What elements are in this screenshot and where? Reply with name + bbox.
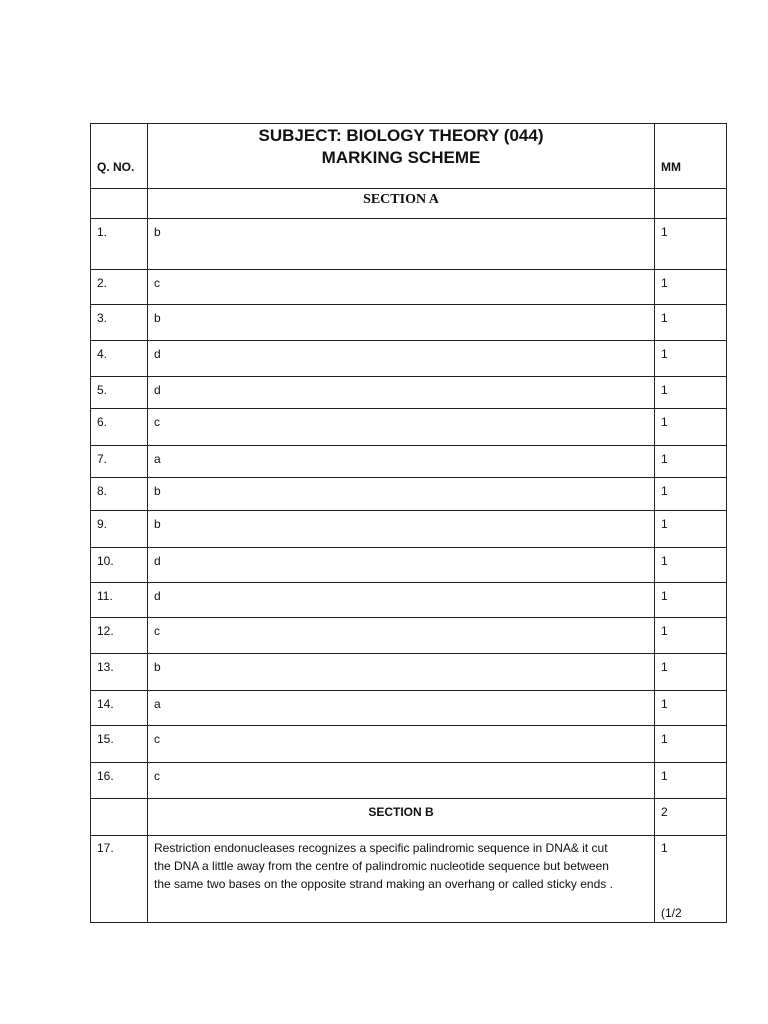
marks: 1 bbox=[655, 341, 727, 377]
marks: 1 bbox=[655, 691, 727, 726]
marks: 1 bbox=[655, 219, 727, 270]
answer-line: the same two bases on the opposite strand making an overhang or called sticky ends . bbox=[154, 877, 613, 891]
table-row bbox=[91, 654, 727, 691]
table-row bbox=[91, 478, 727, 511]
section-b-row bbox=[91, 799, 727, 836]
marks: 1 bbox=[655, 654, 727, 691]
table-row bbox=[91, 836, 727, 923]
marking-scheme-table bbox=[90, 123, 727, 923]
answer bbox=[148, 836, 655, 923]
question-number: 4. bbox=[91, 341, 148, 377]
answer: b bbox=[148, 511, 655, 548]
table-row bbox=[91, 583, 727, 618]
marks: 1 bbox=[655, 409, 727, 446]
section-b-title: SECTION B bbox=[148, 799, 655, 836]
table-row bbox=[91, 219, 727, 270]
question-number: 12. bbox=[91, 618, 148, 654]
table-row bbox=[91, 341, 727, 377]
table-row bbox=[91, 618, 727, 654]
section-b-marks: 2 bbox=[655, 799, 727, 836]
answer: c bbox=[148, 270, 655, 305]
answer: c bbox=[148, 726, 655, 763]
marks: 1 bbox=[655, 511, 727, 548]
answer: d bbox=[148, 548, 655, 583]
table-row bbox=[91, 270, 727, 305]
table-row bbox=[91, 377, 727, 409]
marks-split: (1/2 bbox=[661, 906, 682, 920]
answer: a bbox=[148, 691, 655, 726]
title-cell bbox=[148, 124, 655, 189]
answer: d bbox=[148, 341, 655, 377]
qno-header: Q. NO. bbox=[91, 124, 148, 189]
subject-title: SUBJECT: BIOLOGY THEORY (044) bbox=[258, 126, 544, 145]
marks: 1 bbox=[655, 726, 727, 763]
table-row bbox=[91, 763, 727, 799]
answer: c bbox=[148, 763, 655, 799]
question-number: 6. bbox=[91, 409, 148, 446]
marks: 1 bbox=[655, 377, 727, 409]
table-row bbox=[91, 305, 727, 341]
answer: b bbox=[148, 305, 655, 341]
question-number: 8. bbox=[91, 478, 148, 511]
question-number: 10. bbox=[91, 548, 148, 583]
question-number: 3. bbox=[91, 305, 148, 341]
answer: b bbox=[148, 478, 655, 511]
table-row bbox=[91, 409, 727, 446]
answer: a bbox=[148, 446, 655, 478]
question-number: 17. bbox=[91, 836, 148, 923]
question-number: 7. bbox=[91, 446, 148, 478]
question-number: 11. bbox=[91, 583, 148, 618]
marks: 1 bbox=[655, 763, 727, 799]
question-number: 16. bbox=[91, 763, 148, 799]
section-a-title: SECTION A bbox=[148, 189, 655, 219]
table-row bbox=[91, 726, 727, 763]
scheme-title: MARKING SCHEME bbox=[321, 148, 481, 167]
marks: 1 bbox=[655, 270, 727, 305]
table-row bbox=[91, 548, 727, 583]
question-number: 2. bbox=[91, 270, 148, 305]
marks: 1 bbox=[655, 583, 727, 618]
answer: c bbox=[148, 618, 655, 654]
answer: c bbox=[148, 409, 655, 446]
marks: 1 bbox=[655, 305, 727, 341]
question-number: 15. bbox=[91, 726, 148, 763]
answer: d bbox=[148, 583, 655, 618]
question-number: 13. bbox=[91, 654, 148, 691]
question-number: 1. bbox=[91, 219, 148, 270]
answer: b bbox=[148, 219, 655, 270]
answer-line: Restriction endonucleases recognizes a specific palindromic sequence in DNA& it cut bbox=[154, 841, 608, 855]
marks: 1 bbox=[655, 618, 727, 654]
question-number: 9. bbox=[91, 511, 148, 548]
answer: b bbox=[148, 654, 655, 691]
table-row bbox=[91, 691, 727, 726]
table-row bbox=[91, 511, 727, 548]
question-number: 5. bbox=[91, 377, 148, 409]
mm-header: MM bbox=[655, 124, 727, 189]
question-number: 14. bbox=[91, 691, 148, 726]
section-a-row bbox=[91, 189, 727, 219]
header-row bbox=[91, 124, 727, 189]
marks: 1 (1/2 bbox=[655, 836, 727, 923]
marks: 1 bbox=[655, 478, 727, 511]
marks: 1 bbox=[655, 446, 727, 478]
answer-line: the DNA a little away from the centre of palindromic nucleotide sequence but between bbox=[154, 859, 609, 873]
answer: d bbox=[148, 377, 655, 409]
table-row bbox=[91, 446, 727, 478]
marks: 1 bbox=[655, 548, 727, 583]
